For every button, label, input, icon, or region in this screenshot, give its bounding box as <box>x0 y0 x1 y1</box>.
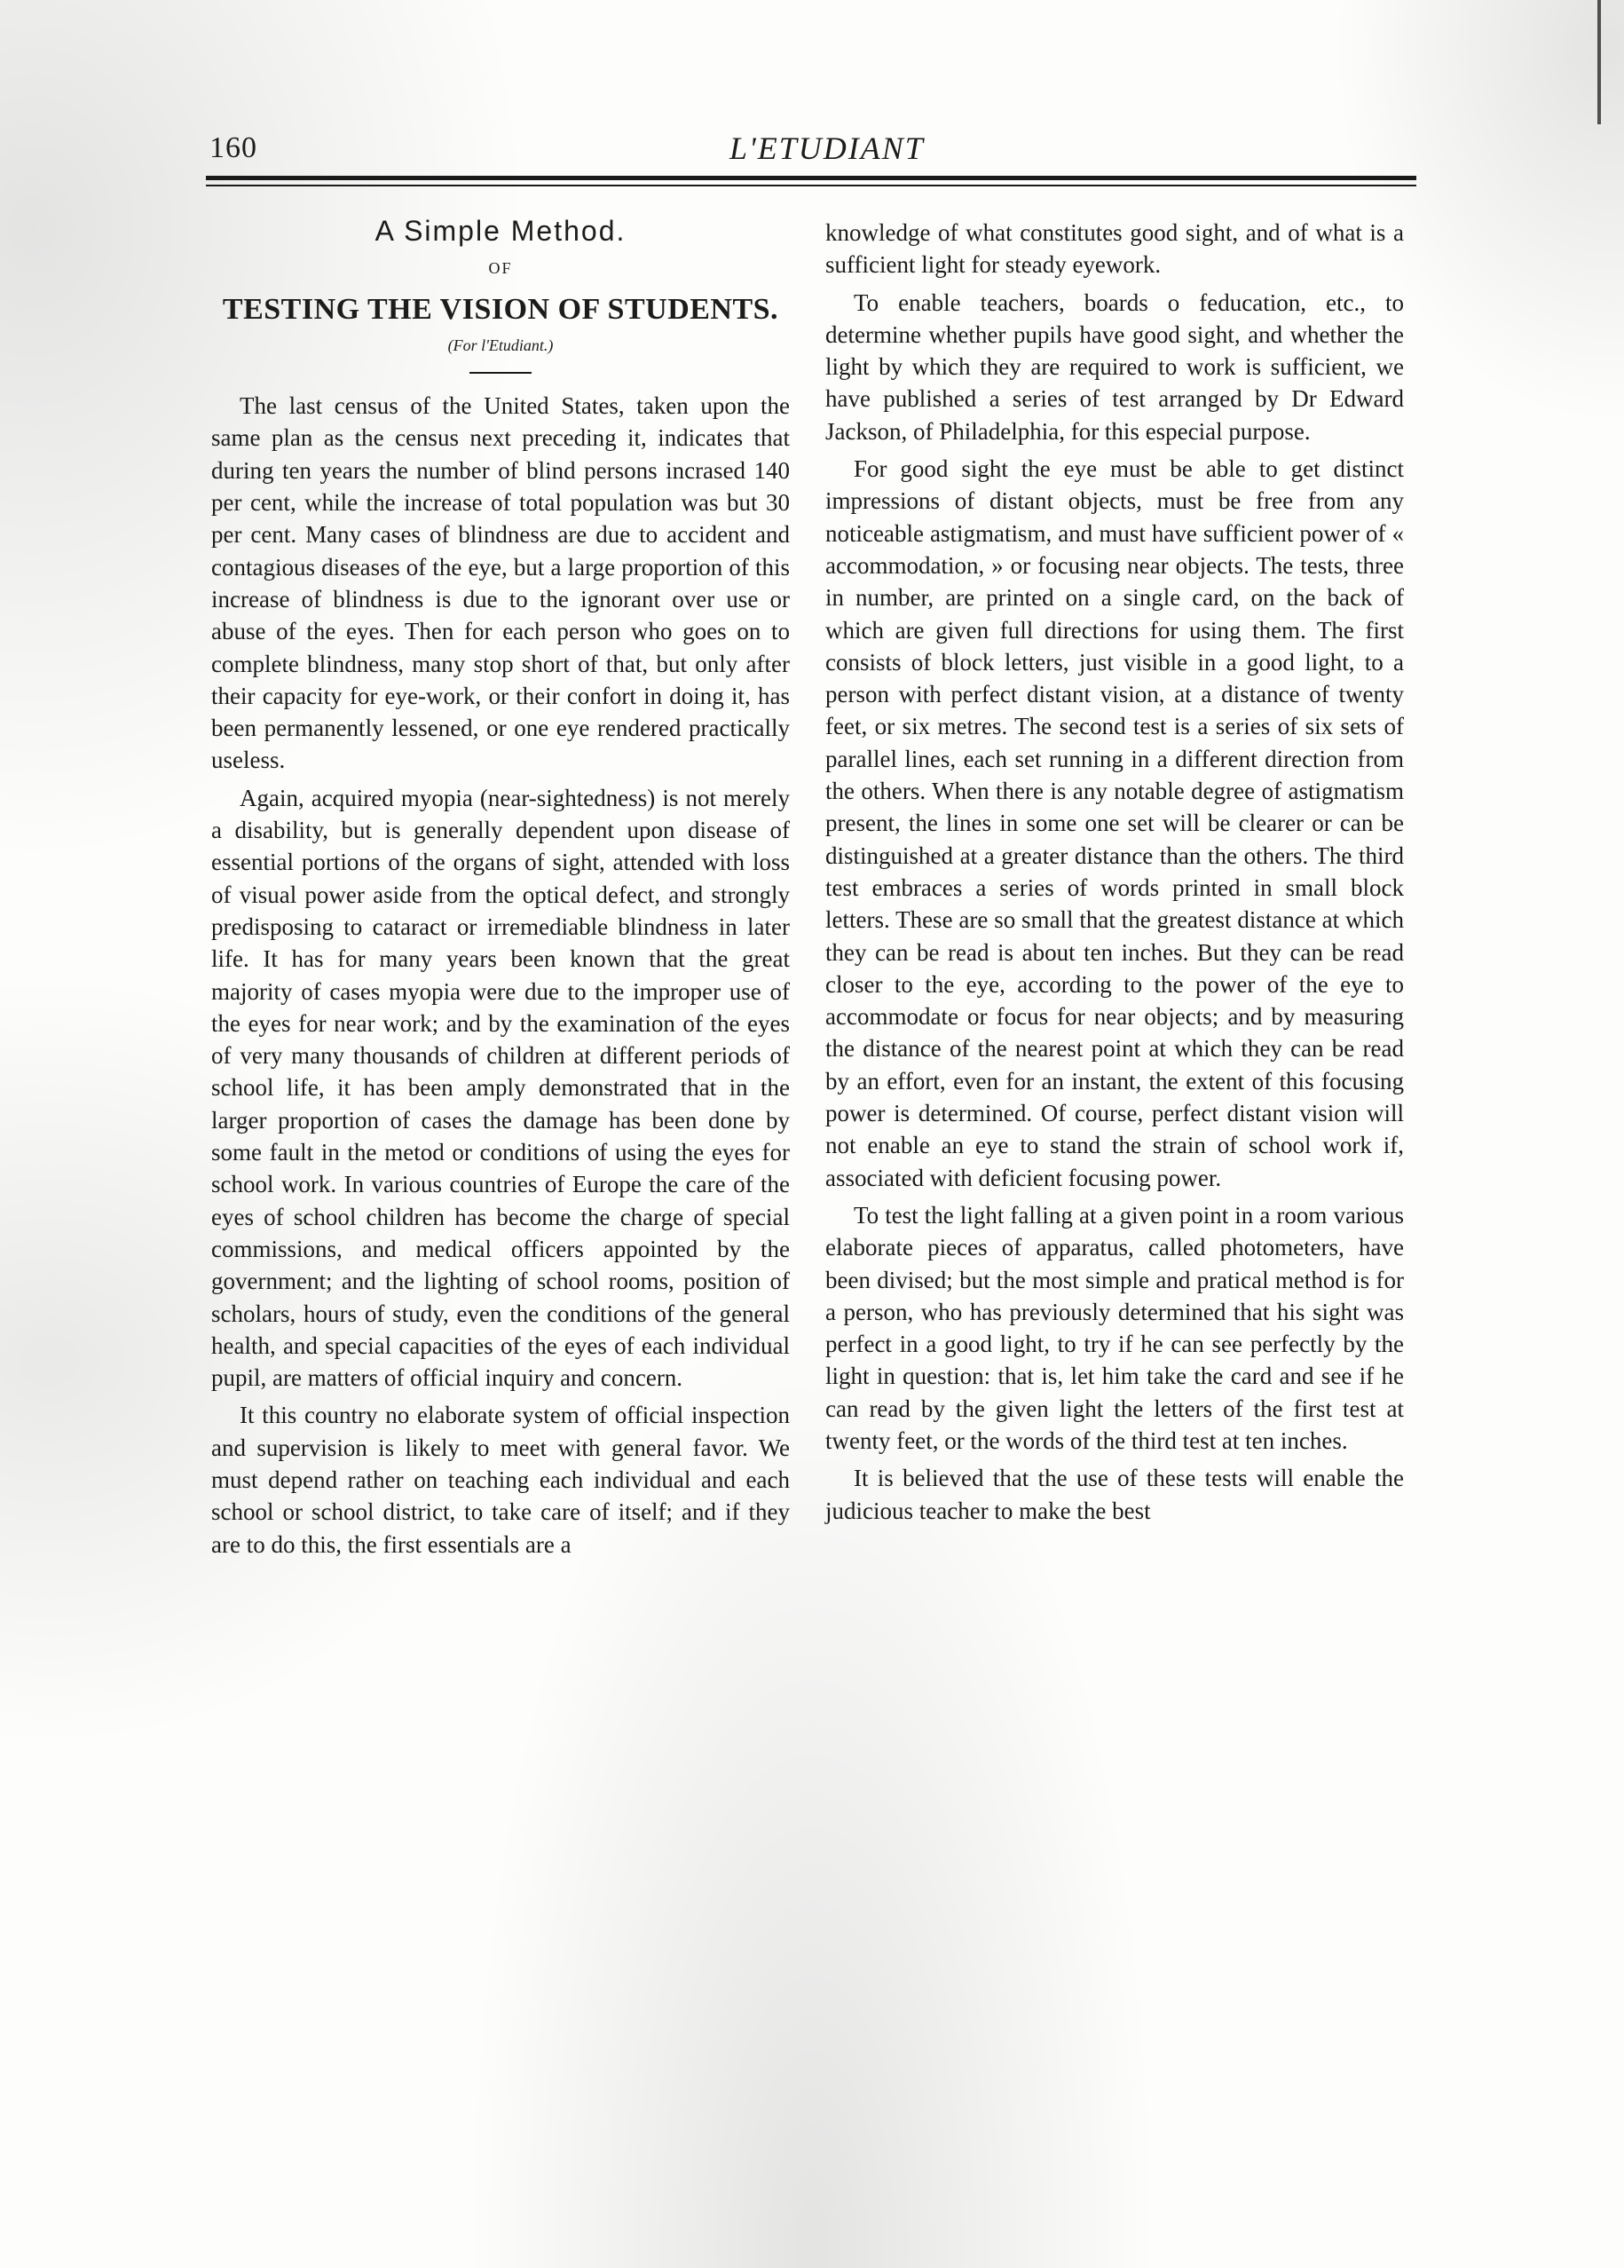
paragraph: To enable teachers, boards o feducation, etc., to determine whether pupils have good sight, and whether the light by which they are required to work is sufficient, we have published a series of test arranged by Dr Edward Jackson, of Philadelphia, for this especial purpose. <box>825 288 1404 445</box>
paragraph: It this country no elaborate system of official inspection and supervision is likely to meet with general favor. We must depend rather on teaching each individual and each school or school district, to take care of itself; and if they are to do this, the first essentials are a <box>211 1402 790 1558</box>
header-rule-thin <box>206 185 1416 186</box>
paragraph: The last census of the United States, taken upon the same plan as the census next preceding it, indicates that during ten years the number of blind persons incrased 140 per cent, while the increase of total population was but 30 per cent. Many cases of blindness are due to accident and contagious diseases of the eye, but a large proportion of this increase of blindness is due to the ignorant over use or abuse of the eyes. Then for each person who goes on to complete blindness, many stop short of that, but only after their capacity for eye-work, or their confort in doing it, has been permanently lessened, or one eye rendered practically useless. <box>211 392 790 774</box>
article-of: OF <box>488 259 513 278</box>
paragraph: For good sight the eye must be able to get distinct impressions of distant objects, must be free from any noticeable astigmatism, and must have sufficient power of « accommodation, » or focusing near objects. The tests, three in number, are printed on a single card, on the back of which are given full directions for using them. The first consists of block letters, just visible in a good light, to a person with perfect distant vision, at a distance of twenty feet, or six metres. The second test is a series of six sets of parallel lines, each set running in a different direction from the others. When there is any notable degree of astigmatism present, the lines in some one set will be clearer or can be distinguished at a greater distance than the others. The third test embraces a series of words printed in small block letters. These are so small that the greatest distance at which they can be read is about ten inches. But they can be read closer to the eye, according to the power of the eye to accommodate or focus for near objects; and by measuring the distance of the nearest point at which they can be read by an effort, even for an instant, the extent of this focusing power is determined. Of course, perfect distant vision will not enable an eye to stand the strain of school work if, associated with deficient focusing power. <box>825 455 1404 1191</box>
article-kicker: A Simple Method. <box>374 215 627 247</box>
page-edge-mark <box>1597 0 1601 124</box>
article-divider <box>469 372 532 374</box>
paragraph: To test the light falling at a given point in a room various elaborate pieces of apparatus, called photometers, have been divised; but the most simple and pratical method is for a person, who has previously determined that his sight was perfect in a good light, to try if he can see perfectly by the light in question: that is, let him take the card and see if he can read by the given light the letters of the first test at twenty feet, or the words of the third test at ten inches. <box>825 1201 1404 1454</box>
paragraph: Again, acquired myopia (near-sightedness) is not merely a disability, but is generally dependent upon disease of essential portions of the organs of sight, attended with loss of visual power aside from the optical defect, and strongly predisposing to cataract or irremediable blindness in later life. It has for many years been known that the great majority of cases myopia were due to the improper use of the eyes for near work; and by the examination of the eyes of very many thousands of children at different periods of school life, it has been amply demonstrated that in the larger proportion of cases the damage has been done by some fault in the metod or conditions of using the eyes for school work. In various countries of Europe the care of the eyes of school children has become the charge of special commissions, and medical officers appointed by the government; and the lighting of school rooms, position of scholars, hours of study, even the conditions of the general health, and special capacities of the eyes of each individual pupil, are matters of official inquiry and concern. <box>211 784 790 1392</box>
article-byline <box>211 329 790 361</box>
header-rule-thick <box>206 176 1416 180</box>
paragraph: knowledge of what constitutes good sight, and of what is a sufficient light for steady eyework. <box>825 219 1404 279</box>
running-head <box>206 124 1416 178</box>
paragraph: It is believed that the use of these tests will enable the judicious teacher to make the best <box>825 1465 1404 1524</box>
left-column <box>211 211 790 1566</box>
article-byline-text: (For l'Etudiant.) <box>447 336 554 354</box>
journal-title: L'ETUDIANT <box>729 130 925 166</box>
page-number: 160 <box>209 131 257 164</box>
right-column <box>825 217 1404 1532</box>
article-title: TESTING THE VISION OF STUDENTS. <box>222 292 779 326</box>
